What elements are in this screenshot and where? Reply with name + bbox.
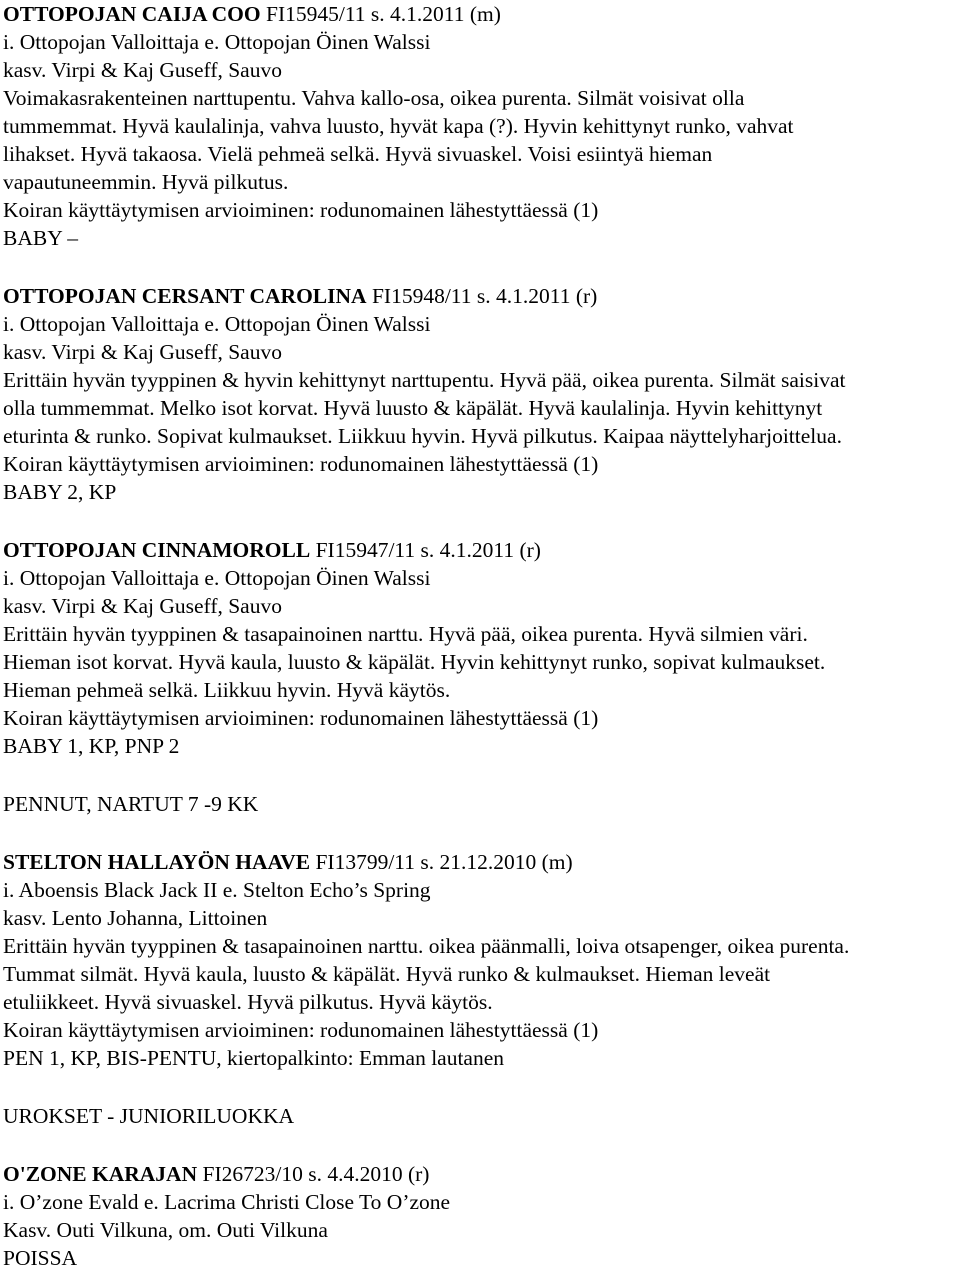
entry-heading — [3, 0, 958, 28]
critique-line: eturinta & runko. Sopivat kulmaukset. Liikkuu hyvin. Hyvä pilkutus. Kaipaa näyttelyharjoittelua. — [3, 424, 842, 448]
class-heading: UROKSET - JUNIORILUOKKA — [3, 1104, 295, 1128]
dog-name: OTTOPOJAN CERSANT CAROLINA — [3, 284, 367, 308]
result: POISSA — [3, 1246, 78, 1270]
result: PEN 1, KP, BIS-PENTU, kiertopalkinto: Emman lautanen — [3, 1046, 505, 1070]
registration-info: FI26723/10 s. 4.4.2010 (r) — [202, 1162, 430, 1186]
entry-heading — [3, 848, 958, 876]
critique-line: Hieman isot korvat. Hyvä kaula, luusto & käpälät. Hyvin kehittynyt runko, sopivat kulmaukset. — [3, 650, 826, 674]
critique-line: Voimakasrakenteinen narttupentu. Vahva kallo-osa, oikea purenta. Silmät voisivat olla — [3, 86, 745, 110]
dog-entry — [3, 536, 958, 760]
entry-heading — [3, 536, 958, 564]
breeder: kasv. Lento Johanna, Littoinen — [3, 906, 268, 930]
behaviour-assessment: Koiran käyttäytymisen arvioiminen: rodunomainen lähestyttäessä (1) — [3, 198, 599, 222]
dog-name: O'ZONE KARAJAN — [3, 1162, 198, 1186]
result: BABY 1, KP, PNP 2 — [3, 734, 180, 758]
dog-name: STELTON HALLAYÖN HAAVE — [3, 850, 311, 874]
breeder: Kasv. Outi Vilkuna, om. Outi Vilkuna — [3, 1218, 328, 1242]
dog-entry — [3, 848, 958, 1072]
dog-name: OTTOPOJAN CAIJA COO — [3, 2, 261, 26]
parents: i. Aboensis Black Jack II e. Stelton Echo’s Spring — [3, 878, 431, 902]
dog-entry — [3, 1160, 958, 1272]
critique-line: vapautuneemmin. Hyvä pilkutus. — [3, 170, 289, 194]
result: BABY 2, KP — [3, 480, 117, 504]
parents: i. Ottopojan Valloittaja e. Ottopojan Öinen Walssi — [3, 30, 431, 54]
critique-line: olla tummemmat. Melko isot korvat. Hyvä luusto & käpälät. Hyvä kaulalinja. Hyvin kehittynyt — [3, 396, 823, 420]
critique-line: Erittäin hyvän tyyppinen & tasapainoinen narttu. Hyvä pää, oikea purenta. Hyvä silmien väri. — [3, 622, 808, 646]
breeder: kasv. Virpi & Kaj Guseff, Sauvo — [3, 340, 282, 364]
parents: i. O’zone Evald e. Lacrima Christi Close To O’zone — [3, 1190, 451, 1214]
parents: i. Ottopojan Valloittaja e. Ottopojan Öinen Walssi — [3, 566, 431, 590]
registration-info: FI15947/11 s. 4.1.2011 (r) — [315, 538, 541, 562]
registration-info: FI15948/11 s. 4.1.2011 (r) — [371, 284, 598, 308]
result: BABY – — [3, 226, 79, 250]
behaviour-assessment: Koiran käyttäytymisen arvioiminen: rodunomainen lähestyttäessä (1) — [3, 452, 599, 476]
critique-line: lihakset. Hyvä takaosa. Vielä pehmeä selkä. Hyvä sivuaskel. Voisi esiintyä hieman — [3, 142, 713, 166]
breeder: kasv. Virpi & Kaj Guseff, Sauvo — [3, 58, 282, 82]
critique-line: Hieman pehmeä selkä. Liikkuu hyvin. Hyvä käytös. — [3, 678, 451, 702]
parents: i. Ottopojan Valloittaja e. Ottopojan Öinen Walssi — [3, 312, 431, 336]
registration-info: FI13799/11 s. 21.12.2010 (m) — [315, 850, 573, 874]
dog-entry — [3, 282, 958, 506]
critique-line: tummemmat. Hyvä kaulalinja, vahva luusto, hyvät kapa (?). Hyvin kehittynyt runko, vahvat — [3, 114, 794, 138]
dog-name: OTTOPOJAN CINNAMOROLL — [3, 538, 311, 562]
registration-info: FI15945/11 s. 4.1.2011 (m) — [266, 2, 501, 26]
class-heading: PENNUT, NARTUT 7 -9 KK — [3, 792, 259, 816]
behaviour-assessment: Koiran käyttäytymisen arvioiminen: rodunomainen lähestyttäessä (1) — [3, 1018, 599, 1042]
dog-entry — [3, 0, 958, 252]
critique-line: Erittäin hyvän tyyppinen & hyvin kehittynyt narttupentu. Hyvä pää, oikea purenta. Silmät saisivat — [3, 368, 846, 392]
critique-line: Tummat silmät. Hyvä kaula, luusto & käpälät. Hyvä runko & kulmaukset. Hieman leveät — [3, 962, 771, 986]
document-page — [3, 0, 958, 1272]
critique-line: Erittäin hyvän tyyppinen & tasapainoinen narttu. oikea päänmalli, loiva otsapenger, oikea purenta. — [3, 934, 850, 958]
entry-heading — [3, 1160, 958, 1188]
breeder: kasv. Virpi & Kaj Guseff, Sauvo — [3, 594, 282, 618]
behaviour-assessment: Koiran käyttäytymisen arvioiminen: rodunomainen lähestyttäessä (1) — [3, 706, 599, 730]
critique-line: etuliikkeet. Hyvä sivuaskel. Hyvä pilkutus. Hyvä käytös. — [3, 990, 493, 1014]
entry-heading — [3, 282, 958, 310]
